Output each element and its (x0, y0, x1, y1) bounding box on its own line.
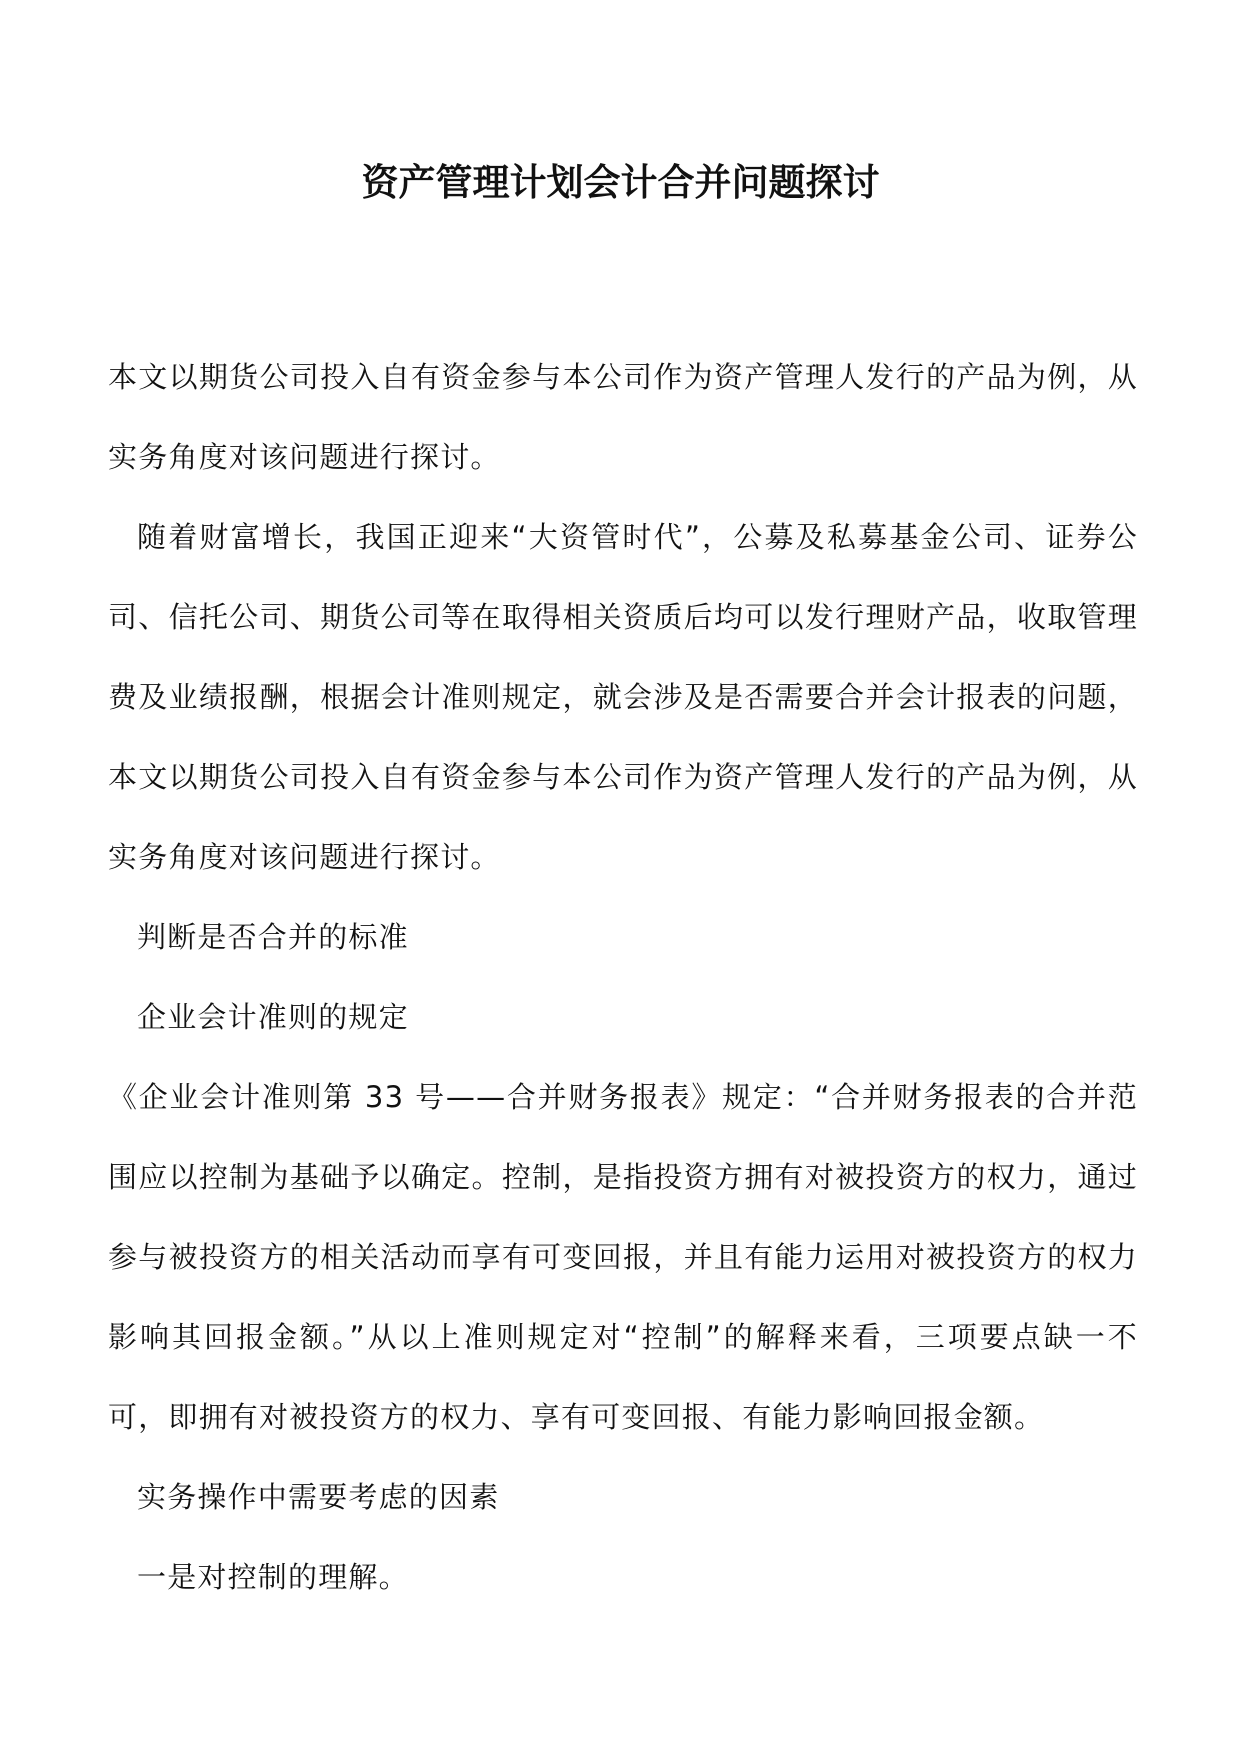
paragraph-intro: 本文以期货公司投入自有资金参与本公司作为资产管理人发行的产品为例，从实务角度对该问题进行探讨。 (108, 360, 1138, 474)
subsection-heading-standards: 企业会计准则的规定 (137, 1000, 409, 1034)
paragraph-control-understanding: 一是对控制的理解。 (137, 1560, 409, 1594)
paragraph-background: 随着财富增长，我国正迎来“大资管时代”，公募及私募基金公司、证券公司、信托公司、期货公司等在取得相关资质后均可以发行理财产品，收取管理费及业绩报酬，根据会计准则规定，就会涉及是否需要合并会计报表的问题，本文以期货公司投入自有资金参与本公司作为资产管理人发行的产品为例，从实务角度对该问题进行探讨。 (108, 520, 1138, 874)
section-heading-criteria: 判断是否合并的标准 (137, 920, 409, 954)
document-title: 资产管理计划会计合并问题探讨 (361, 160, 880, 204)
document-body (108, 337, 1138, 1617)
section-heading-practice: 实务操作中需要考虑的因素 (137, 1480, 500, 1514)
paragraph-standard-33: 《企业会计准则第 33 号——合并财务报表》规定：“合并财务报表的合并范围应以控制为基础予以确定。控制，是指投资方拥有对被投资方的权力，通过参与被投资方的相关活动而享有可变回报，并且有能力运用对被投资方的权力影响其回报金额。”从以上准则规定对“控制”的解释来看，三项要点缺一不可，即拥有对被投资方的权力、享有可变回报、有能力影响回报金额。 (108, 1080, 1138, 1434)
